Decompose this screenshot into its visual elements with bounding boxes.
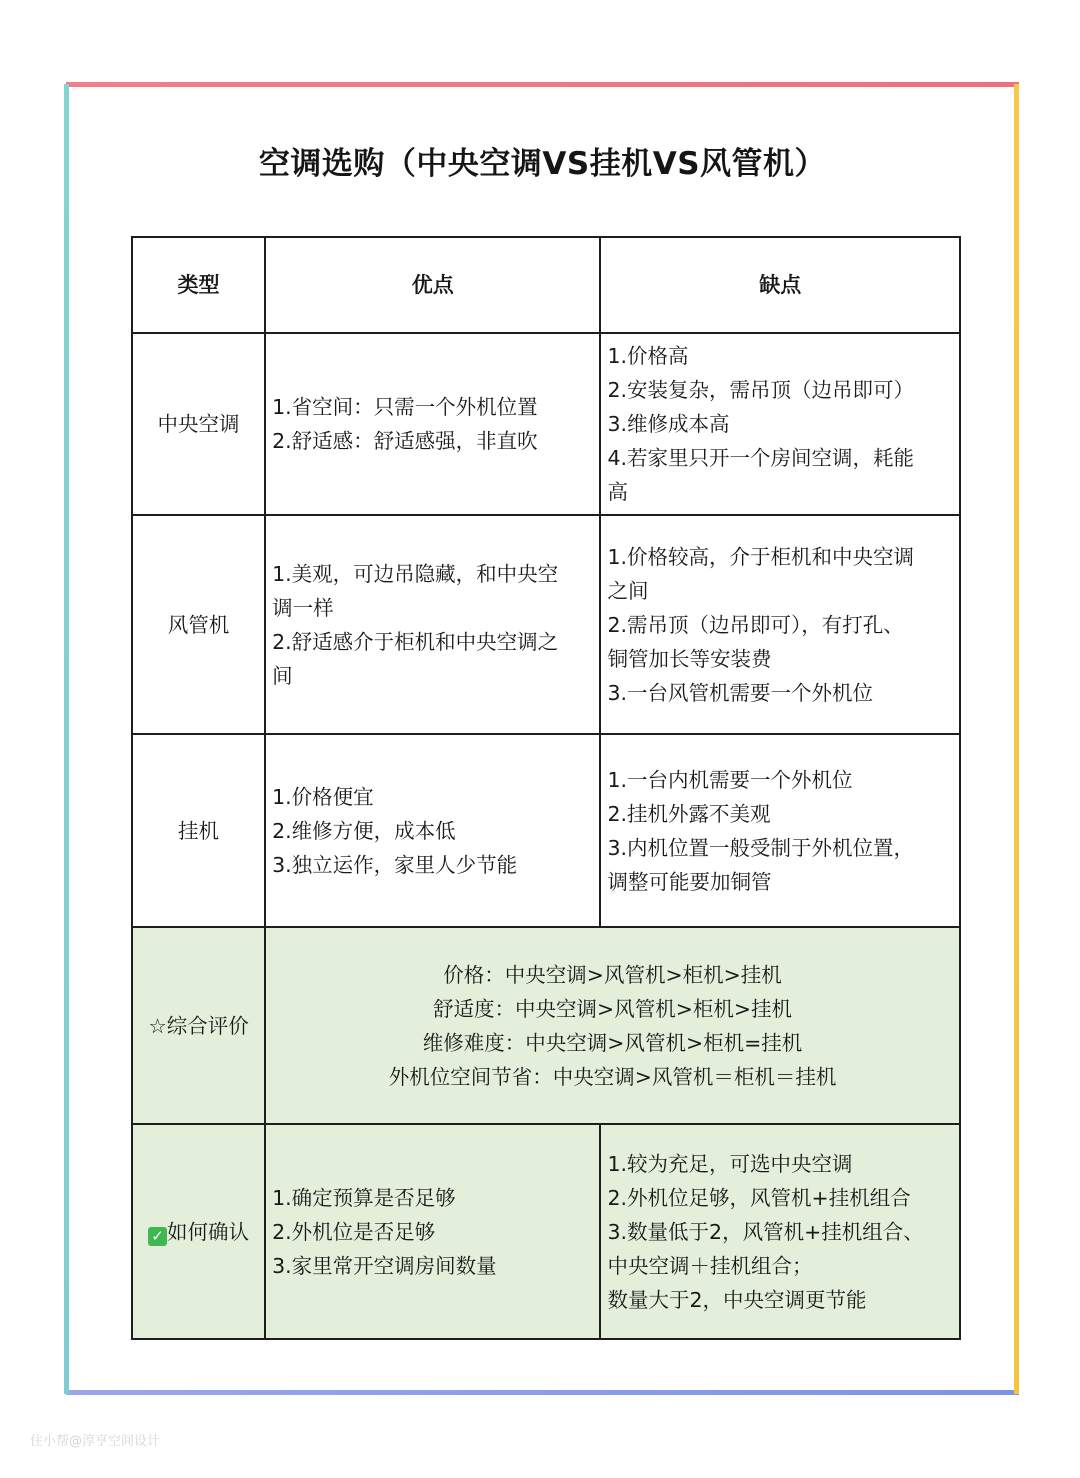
pros-line: 1.省空间：只需一个外机位置: [272, 395, 538, 419]
row-type: 风管机: [132, 515, 265, 734]
frame-top-border: [66, 82, 1019, 87]
pros-line: 2.舒适感介于柜机和中央空调之: [272, 629, 559, 654]
pros-line: 2.维修方便，成本低: [272, 818, 456, 843]
summary-row: [132, 927, 960, 1124]
summary-line: 外机位空间节省：中央空调>风管机＝柜机＝挂机: [388, 1064, 837, 1089]
cons-line: 3.一台风管机需要一个外机位: [607, 680, 874, 705]
page-title: 空调选购（中央空调VS挂机VS风管机）: [258, 146, 827, 182]
pros-line: 1.价格便宜: [272, 784, 374, 809]
header-cons: 缺点: [600, 237, 960, 333]
frame-left-border: [64, 84, 69, 1394]
frame-bottom-border: [66, 1390, 1019, 1395]
cons-cell: [600, 515, 960, 734]
confirm-step: 3.家里常开空调房间数量: [272, 1253, 497, 1278]
pros-line: 1.美观，可边吊隐藏，和中央空: [272, 561, 559, 586]
table-row: [132, 333, 960, 515]
cons-line: 4.若家里只开一个房间空调，耗能: [607, 446, 915, 470]
pros-cell: [265, 734, 600, 927]
confirm-advice-cell: [600, 1124, 960, 1339]
confirm-step: 1.确定预算是否足够: [272, 1185, 456, 1210]
header-type: 类型: [132, 237, 265, 333]
summary-label: ☆综合评价: [132, 927, 265, 1124]
pros-line: 3.独立运作，家里人少节能: [272, 852, 518, 877]
confirm-label: 如何确认: [167, 1219, 250, 1244]
cons-line: 调整可能要加铜管: [607, 869, 772, 894]
watermark: 住小帮@淳亨空间设计: [30, 1434, 161, 1449]
comparison-table: [131, 236, 961, 1340]
pros-cell: [265, 515, 600, 734]
cons-line: 1.一台内机需要一个外机位: [607, 767, 853, 792]
pros-line: 间: [272, 663, 293, 688]
summary-line: 维修难度：中央空调>风管机>柜机=挂机: [422, 1030, 803, 1055]
pros-cell: [265, 333, 600, 515]
summary-cell: [265, 927, 960, 1124]
confirm-advice: 数量大于2，中央空调更节能: [607, 1287, 867, 1312]
summary-line: 舒适度：中央空调>风管机>柜机>挂机: [433, 996, 793, 1021]
cons-line: 3.内机位置一般受制于外机位置，: [607, 835, 915, 860]
header-pros: 优点: [265, 237, 600, 333]
cons-line: 之间: [607, 578, 649, 603]
frame-right-border: [1014, 84, 1019, 1394]
confirm-advice: 中央空调＋挂机组合；: [607, 1253, 813, 1278]
cons-line: 2.安装复杂，需吊顶（边吊即可）: [607, 378, 915, 402]
cons-cell: [600, 333, 960, 515]
confirm-label-cell: [132, 1124, 265, 1339]
pros-line: 调一样: [272, 595, 334, 620]
row-type: 挂机: [132, 734, 265, 927]
cons-line: 2.挂机外露不美观: [607, 801, 771, 826]
cons-line: 3.维修成本高: [607, 412, 730, 436]
confirm-steps-cell: [265, 1124, 600, 1339]
check-icon: ✓: [148, 1227, 167, 1246]
cons-line: 1.价格高: [607, 344, 689, 368]
row-type: 中央空调: [132, 333, 265, 515]
table-header-row: [132, 237, 960, 333]
confirm-advice: 2.外机位足够，风管机+挂机组合: [607, 1185, 911, 1210]
confirm-step: 2.外机位是否足够: [272, 1219, 436, 1244]
cons-line: 2.需吊顶（边吊即可），有打孔、: [607, 612, 904, 637]
confirm-advice: 1.较为充足，可选中央空调: [607, 1151, 853, 1176]
cons-cell: [600, 734, 960, 927]
confirm-row: [132, 1124, 960, 1339]
cons-line: 1.价格较高，介于柜机和中央空调: [607, 544, 915, 569]
summary-line: 价格：中央空调>风管机>柜机>挂机: [443, 962, 782, 987]
cons-line: 铜管加长等安装费: [607, 646, 772, 671]
table-row: [132, 734, 960, 927]
cons-line: 高: [607, 480, 628, 504]
pros-line: 2.舒适感：舒适感强，非直吹: [272, 429, 538, 453]
table-row: [132, 515, 960, 734]
confirm-advice: 3.数量低于2，风管机+挂机组合、: [607, 1219, 924, 1244]
